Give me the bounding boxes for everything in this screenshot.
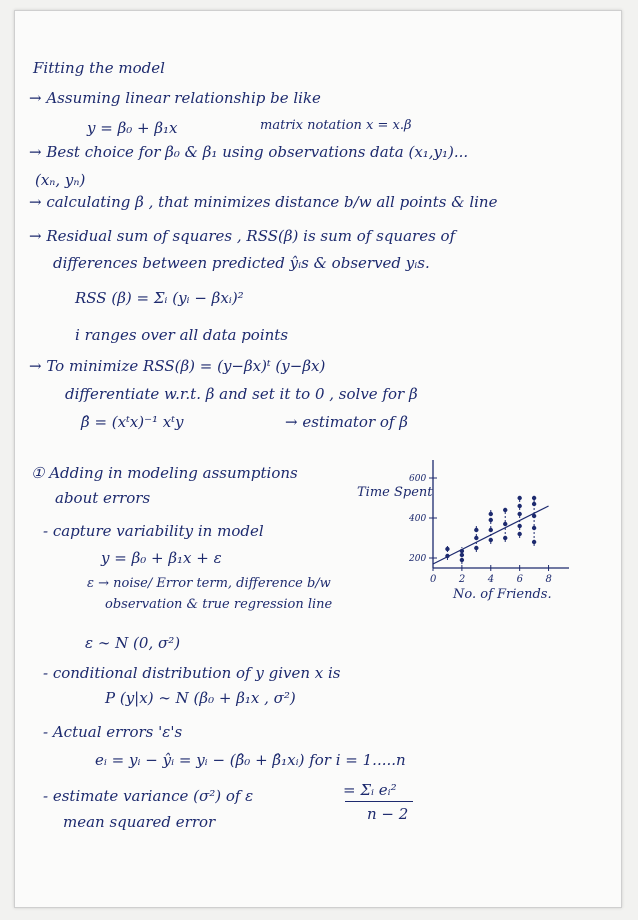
data-point — [503, 522, 507, 526]
note-line-conditional: - conditional distribution of y given x is — [43, 664, 341, 682]
data-point — [489, 538, 493, 542]
data-point — [517, 532, 521, 536]
data-point — [532, 496, 536, 500]
data-point — [532, 514, 536, 518]
data-point — [517, 504, 521, 508]
note-line-differentiate: differentiate w.r.t. β and set it to 0 , solve for β — [65, 385, 418, 403]
equation-mse-numerator: = Σᵢ eᵢ² — [343, 781, 397, 799]
data-point — [532, 540, 536, 544]
note-matrix-notation: matrix notation x = x.β — [260, 118, 412, 133]
data-point — [460, 553, 464, 557]
note-line-estimate-variance: - estimate variance (σ²) of ε — [43, 787, 254, 805]
note-line-mse: mean squared error — [63, 813, 216, 831]
equation-noise-dist: ε ∼ N (0, σ²) — [85, 634, 181, 652]
y-axis-label-line1: Time Spent — [357, 485, 433, 500]
note-line-calculating: → calculating β , that minimizes distance b/w all points & line — [29, 193, 498, 211]
y-tick-label: 600 — [409, 474, 427, 484]
y-tick-label: 400 — [409, 514, 427, 524]
data-point — [474, 528, 478, 532]
fraction-bar — [345, 801, 413, 802]
data-point — [489, 528, 493, 532]
x-tick-label: 6 — [516, 574, 524, 585]
data-point — [517, 496, 521, 500]
equation-mse-denominator: n − 2 — [367, 805, 409, 823]
equation-model-noise: y = β₀ + β₁x + ε — [101, 549, 222, 567]
equation-beta-hat: β̂ = (xᵗx)⁻¹ xᵗy — [81, 413, 184, 431]
note-line-1: → Assuming linear relationship be like — [29, 89, 321, 107]
data-point — [445, 547, 449, 551]
equation-rss: RSS (β) = Σᵢ (yᵢ − βxᵢ)² — [75, 289, 244, 307]
note-line-differences: differences between predicted ŷᵢs & observed yᵢs. — [53, 254, 430, 272]
data-point — [517, 524, 521, 528]
scatter-chart — [357, 456, 595, 606]
data-point — [460, 549, 464, 553]
data-point — [489, 518, 493, 522]
data-point — [503, 508, 507, 512]
note-line-minimize: → To minimize RSS(β) = (y−βx)ᵗ (y−βx) — [29, 357, 326, 375]
note-line-best-choice: → Best choice for β₀ & β₁ using observations data (x₁,y₁)... — [29, 143, 469, 161]
data-point — [460, 558, 464, 562]
note-estimator: → estimator of β — [285, 413, 408, 431]
y-tick-label: 200 — [409, 554, 427, 564]
note-line-variability: - capture variability in model — [43, 522, 264, 540]
note-line-about-errors: about errors — [55, 489, 151, 507]
data-point — [474, 536, 478, 540]
note-line-xn-yn: (xₙ, yₙ) — [35, 171, 86, 189]
page-title: Fitting the model — [33, 59, 165, 77]
data-point — [532, 502, 536, 506]
data-point — [517, 512, 521, 516]
note-line-assumptions: ① Adding in modeling assumptions — [31, 464, 298, 482]
note-line-i-ranges: i ranges over all data points — [75, 326, 289, 344]
equation-linear: y = β₀ + β₁x — [87, 119, 178, 137]
note-line-observation: observation & true regression line — [105, 597, 333, 612]
data-point — [532, 526, 536, 530]
x-tick-label: 4 — [487, 574, 495, 585]
notebook-page — [14, 10, 622, 908]
data-point — [503, 536, 507, 540]
data-point — [445, 554, 449, 558]
note-line-rss: → Residual sum of squares , RSS(β) is sum of squares of — [29, 227, 456, 245]
equation-residuals: eᵢ = yᵢ − ŷᵢ = yᵢ − (β̂₀ + β̂₁xᵢ) for i = 1.....n — [95, 751, 406, 769]
x-axis-label: No. of Friends. — [453, 587, 552, 602]
x-tick-label: 2 — [458, 574, 466, 585]
note-line-actual-errors: - Actual errors 'ε's — [43, 723, 183, 741]
data-point — [489, 512, 493, 516]
note-line-noise: ε → noise/ Error term, difference b/w — [87, 576, 331, 591]
x-tick-label: 8 — [545, 574, 552, 585]
data-point — [474, 546, 478, 550]
equation-conditional: P (y|x) ∼ N (β₀ + β₁x , σ²) — [105, 689, 296, 707]
x-tick-label: 0 — [430, 574, 437, 585]
